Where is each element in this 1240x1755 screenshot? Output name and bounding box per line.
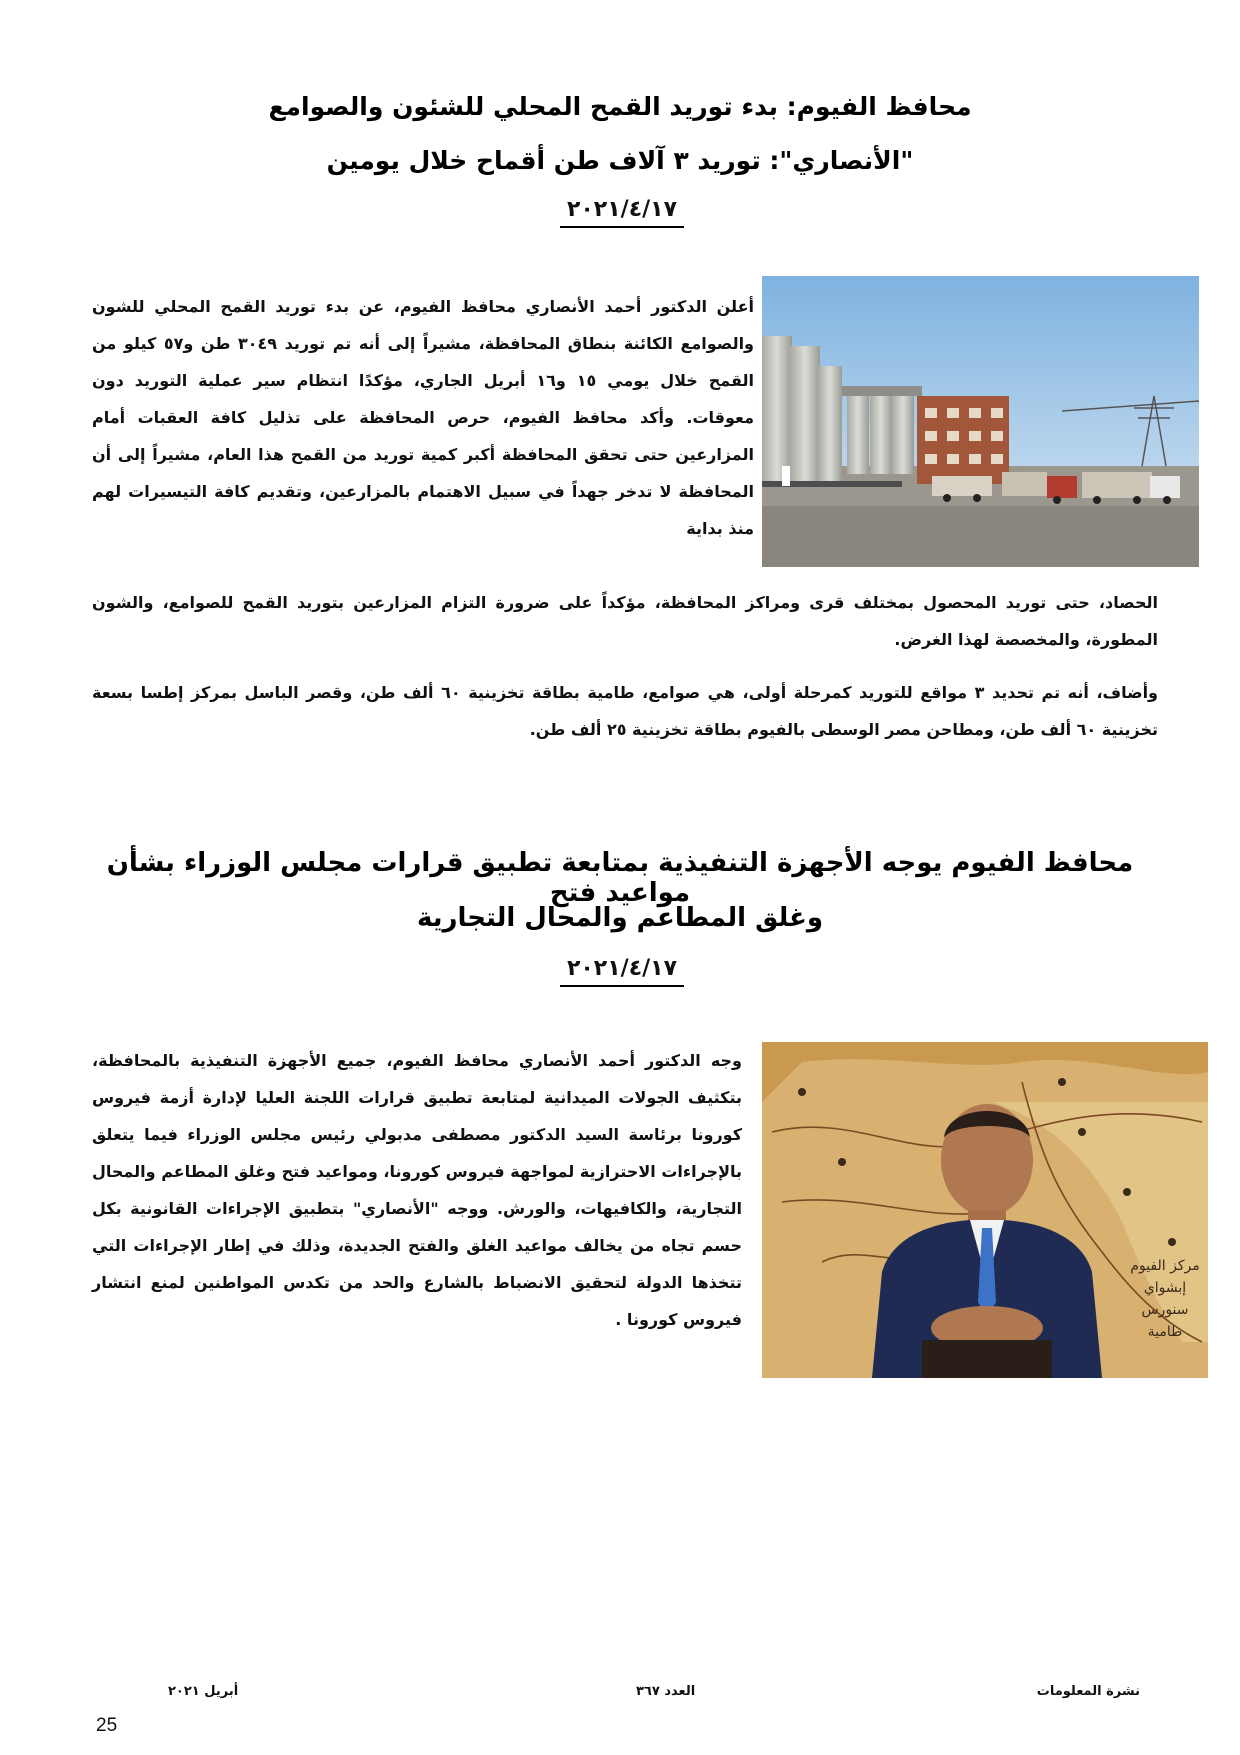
article2-photo-governor-map: [762, 1042, 1208, 1378]
footer-month-year: أبريل ٢٠٢١: [168, 1684, 239, 1699]
article1-paragraph-1: أعلن الدكتور أحمد الأنصاري محافظ الفيوم، عن بدء توريد القمح المحلي للشون والصوامع الكائنة بنطاق المحافظة، مشيراً إلى أنه تم توريد ٣٠٤٩ طن و٥٧ كيلو من القمح خلال يومي ١٥ و١٦ أبريل الجاري، مؤكدًا انتظام سير عملية التوريد دون معوقات. وأكد محافظ الفيوم، حرص المحافظة على تذليل كافة العقبات أمام المزارعين حتى تحقق المحافظة أكبر كمية توريد من القمح هذا العام، مشيراً إلى أن المحافظة لا تدخر جهداً في سبيل الاهتمام بالمزارعين، وتقديم كافة التيسيرات لهم منذ بداية: [92, 297, 755, 538]
article2-title-line1: محافظ الفيوم يوجه الأجهزة التنفيذية بمتابعة تطبيق قرارات مجلس الوزراء بشأن مواعيد فتح: [106, 848, 1134, 908]
map-label-sinnuris: سنورس: [1141, 1302, 1189, 1318]
article1-photo-grain-silos: [762, 276, 1199, 567]
page-number: 25: [96, 1715, 118, 1736]
article1-date: ٢٠٢١/٤/١٧: [560, 197, 684, 228]
article2-date: ٢٠٢١/٤/١٧: [560, 956, 684, 987]
map-label-tamiya: طامية: [1147, 1324, 1183, 1340]
governor-at-desk-illustration: [762, 1042, 1208, 1378]
footer-issue-number: العدد ٣٦٧: [636, 1684, 696, 1699]
footer-publication-name: نشرة المعلومات: [1036, 1684, 1140, 1699]
map-label-fayoum-district: مركز الفيوم: [1130, 1258, 1200, 1274]
article1-title-line2: "الأنصاري": توريد ٣ آلاف طن أقماح خلال يومين: [326, 146, 914, 175]
article1-paragraph-3: وأضاف، أنه تم تحديد ٣ مواقع للتوريد كمرحلة أولى، هي صوامع، طامية بطاقة تخزينية ٦٠ ألف طن، وقصر الباسل بمركز إطسا بسعة تخزينية ٦٠ ألف طن، ومطاحن مصر الوسطى بالفيوم بطاقة تخزينية ٢٥ ألف طن.: [92, 683, 1158, 739]
article2-paragraph-1: وجه الدكتور أحمد الأنصاري محافظ الفيوم، جميع الأجهزة التنفيذية بالمحافظة، بتكثيف الجولات الميدانية لمتابعة تطبيق قرارات اللجنة العليا لإدارة أزمة فيروس كورونا برئاسة السيد الدكتور مصطفى مدبولي رئيس مجلس الوزراء فيما يتعلق بالإجراءات الاحترازية لمواجهة فيروس كورونا، ومواعيد فتح وغلق المطاعم والمحال التجارية، والكافيهات، والورش. ووجه "الأنصاري" بتطبيق الإجراءات القانونية بكل حسم تجاه من يخالف مواعيد الغلق والفتح الجديدة، وذلك في إطار الإجراءات التي تتخذها الدولة لتحقيق الانضباط بالشارع والحد من تكدس المواطنين لمنع انتشار فيروس كورونا .: [92, 1051, 742, 1329]
silos-scene-illustration: [762, 276, 1199, 567]
article2-title-line2: وغلق المطاعم والمحال التجارية: [416, 903, 824, 933]
article1-title-line1: محافظ الفيوم: بدء توريد القمح المحلي للشئون والصوامع: [268, 92, 972, 121]
article1-paragraph-2: الحصاد، حتى توريد المحصول بمختلف قرى ومراكز المحافظة، مؤكداً على ضرورة التزام المزارعين بتوريد القمح للصوامع، والشون المطورة، والمخصصة لهذا الغرض.: [92, 593, 1158, 649]
map-label-ibshway: إبشواي: [1143, 1280, 1187, 1296]
